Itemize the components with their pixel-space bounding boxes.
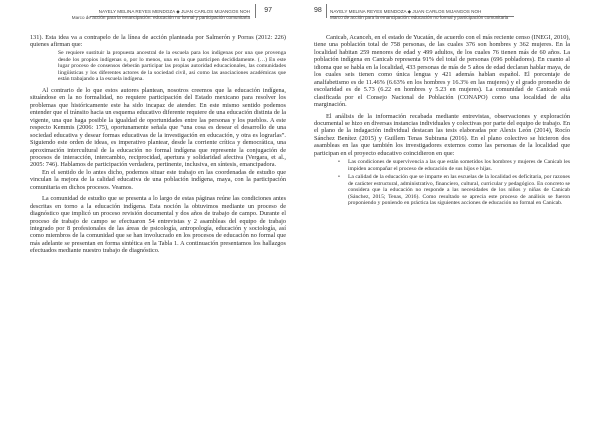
header-authors: NAYELY MELINA REYES MENDOZA ◆ JUAN CARLOS MIJANGOS NOH	[330, 9, 482, 14]
header-subtitle: Marco de acción para la emancipación: educación no formal y participación comunitaria	[330, 15, 509, 20]
right-page	[300, 0, 600, 440]
paragraph: El análisis de la información recabada mediante entrevistas, observaciones y exploración documental se hizo en diversas instancias individuales y colectivas por parte del equipo de trabajo. En el plano de la indagación individual destacan las tesis elaboradas por Alexis León (2014), Rocío Sánchez Benítez (2015) y Guillem Tenas Subirana (2016). En el plano colectivo se hicieron dos asambleas en las que también los investigadores externos como las personas de la localidad que participan en el proyecto educativo coincidieron en que:	[314, 112, 570, 157]
list-item-text: Las condiciones de supervivencia a las que están sometidos los hombres y mujeres de Canicab les impiden acompañar el proceso de educación de sus hijos e hijas.	[348, 159, 570, 172]
header-subtitle: Marco de acción para la emancipación: educación no formal y participación comunitaria	[71, 15, 250, 20]
paragraph: 131). Esta idea va a contrapelo de la línea de acción planteada por Salmerón y Porras (2012: 226) quienes afirman que:	[30, 34, 286, 49]
paragraph: Canicab, Acanceh, en el estado de Yucatán, de acuerdo con el más reciente censo (INEGI, 2010), tiene una población total de 758 personas, de las cuales 376 son hombres y 362 mujeres. En la localidad habitan 259 menores de edad y 499 adultos, de los cuales 76 tienen más de 60 años. La población indígena en Canicab representa 91% del total de personas (696 pobladores). En cuanto al idioma que se habla en la localidad, 433 personas de más de 5 años de edad declaran hablar maya, de los cuales seis tienen como única lengua y 421 además hablan español. El porcentaje de analfabetismo es de 11.46% (6.63% en los hombres y 16.3% en las mujeres) y el grado promedio de escolaridad es de 5.73 (6.22 en hombres y 5.23 en mujeres). La comunidad de Canicab está clasificada por el Consejo Nacional de Población (CONAPO) como una localidad de alta marginación.	[314, 34, 570, 109]
right-page-body	[314, 34, 570, 207]
right-page-header	[314, 0, 570, 34]
list-item	[338, 159, 570, 172]
bullet-icon: •	[338, 173, 340, 180]
list-item-text: La calidad de la educación que se imparte en las escuelas de la localidad es deficitaria, por razones de carácter estructural, administrativo, financiero, cultural, curricular y pedagógico. En concreto se considera que la educación no responde a las necesidades de los niños y niñas de Canicab (Sánchez, 2015; Tenas, 2016). Como resultado se aprecia este proceso de análisis se fueron proponiendo y poniendo en práctica las siguientes acciones de educación no formal en Canicab.	[348, 173, 570, 207]
paragraph: Al contrario de lo que estos autores plantean, nosotros creemos que la educación indígena, situándose en la no formalidad, no requiere participación del Estado mexicano para resolver los problemas que históricamente este ha sido incapaz de atender. En este mismo sentido podemos entender que el tránsito hacia un esquema educativo diferente requiere de una educación distinta de la vigente, una que haga posible la igualdad de oportunidades entre las personas y los pueblos. A este respecto Kemmis (2006: 175), oportunamente señala que “una cosa es desear el desarrollo de una sociedad educativa y desear formas educativas de la investigación en educación, y otra es lograrlas”. Siguiendo este orden de ideas, es imperativo plantear, desde la corriente crítica y democrática, una aproximación intercultural de la educación no formal indígena que represente la conjugación de procesos de interacción, intercambio, reciprocidad, apertura y solidaridad afectiva (Vergara, et al., 2005: 746). Hablamos de participación verdadera, pertinente, inclusiva, en síntesis, emancipadora.	[30, 86, 286, 169]
left-page-header	[30, 0, 286, 34]
running-header	[72, 9, 250, 21]
bullet-list	[314, 159, 570, 207]
paragraph: La comunidad de estudio que se presenta a lo largo de estas páginas reúne las condiciones antes descritas en torno a la educación indígena. Esta noción la obtuvimos mediante un proceso de diagnóstico que implicó un proceso revisión documental y dos años de trabajo de campo. Durante el proceso de trabajo de campo se efectuaron 54 entrevistas y 2 asambleas del equipo de trabajo integrado por 8 profesionales de las áreas de psicología, antropología, educación y sociología, así como miembros de la comunidad que se han involucrado en los procesos de educación no formal que más adelante se presentan en forma sintética en la Tabla 1. A continuación presentamos los hallazgos efectuados mediante nuestro trabajo de diagnóstico.	[30, 195, 286, 255]
header-divider	[326, 4, 327, 18]
list-item	[338, 173, 570, 207]
header-authors: NAYELY MELINA REYES MENDOZA ◆ JUAN CARLOS MIJANGOS NOH	[98, 9, 250, 14]
header-divider	[255, 4, 256, 18]
running-header	[330, 9, 508, 21]
bullet-icon: •	[338, 159, 340, 166]
left-page-body	[30, 34, 286, 255]
page-number: 98	[314, 7, 322, 14]
block-quote: Se requiere sustituir la propuesta ancestral de la escuela para los indígenas por una que provenga desde los propios indígenas o, por lo menos, una en la que participen decididamente. (…) En este lugar proceso de consensos deberán participar las propias autoridad educacionales, las comunidades lingüísticas y los diferentes actores de la sociedad civil, así como las asociaciones académicas que están trabajando a la escuela indígena.	[58, 49, 286, 83]
page-number: 97	[264, 7, 272, 14]
paragraph: En el sentido de lo antes dicho, podemos situar este trabajo en las coordenadas de estudio que vinculan la mejora de la calidad educativa de una población indígena, maya, con la participación comunitaria en dichos procesos. Veamos.	[30, 168, 286, 191]
